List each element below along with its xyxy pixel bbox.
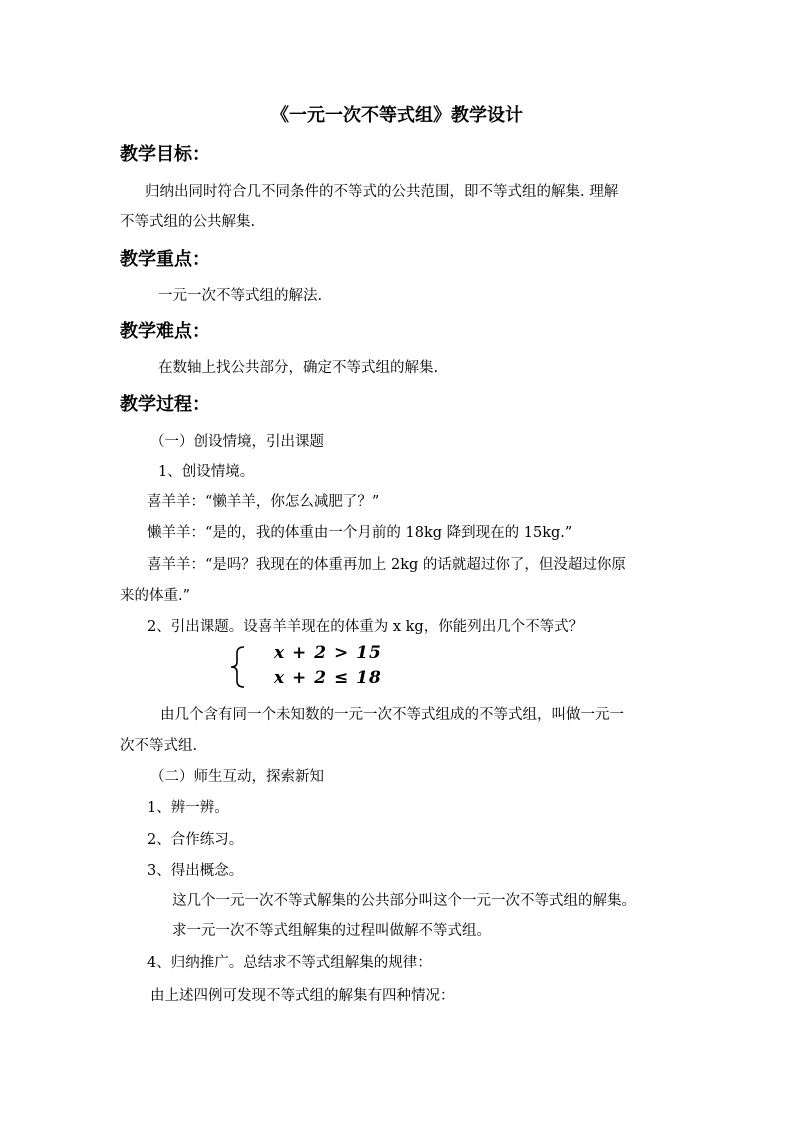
key-points-text: 一元一次不等式组的解法. bbox=[158, 288, 323, 304]
item1: 1、辨一辨。 bbox=[147, 800, 229, 816]
difficulties-heading: 教学难点： bbox=[120, 321, 210, 342]
inequality-line1: x + 2 > 15 bbox=[274, 643, 382, 663]
difficulties-text: 在数轴上找公共部分，确定不等式组的解集. bbox=[158, 360, 439, 376]
definition-line1: 由几个含有同一个未知数的一元一次不等式组成的不等式组，叫做一元一 bbox=[160, 707, 624, 723]
concept-line2: 求一元一次不等式组解集的过程叫做解不等式组。 bbox=[172, 923, 491, 939]
document-title: 《一元一次不等式组》教学设计 bbox=[271, 105, 523, 126]
dialog-line1: 喜羊羊：“懒羊羊，你怎么减肥了？” bbox=[147, 494, 380, 510]
definition-line2: 次不等式组. bbox=[120, 738, 198, 754]
step2: 2、引出课题。设喜羊羊现在的体重为 x kg，你能列出几个不等式？ bbox=[147, 619, 584, 635]
concept-line1: 这几个一元一次不等式解集的公共部分叫这个一元一次不等式组的解集。 bbox=[172, 893, 636, 909]
left-brace-icon bbox=[228, 645, 248, 689]
item3: 3、得出概念。 bbox=[147, 863, 244, 879]
part2-title: （二）师生互动，探索新知 bbox=[150, 769, 324, 785]
item2: 2、合作练习。 bbox=[147, 832, 244, 848]
dialog-line3: 喜羊羊：“是吗？我现在的体重再加上 2kg 的话就超过你了，但没超过你原 bbox=[147, 557, 626, 573]
item4: 4、归纳推广。总结求不等式组解集的规律： bbox=[147, 955, 432, 971]
inequality-line2: x + 2 ≤ 18 bbox=[274, 668, 382, 688]
dialog-line3-cont: 来的体重.” bbox=[120, 588, 191, 604]
key-points-heading: 教学重点： bbox=[120, 249, 210, 270]
objectives-text-line1: 归纳出同时符合几不同条件的不等式的公共范围，即不等式组的解集. 理解 bbox=[145, 184, 619, 200]
process-heading: 教学过程： bbox=[120, 394, 210, 415]
step1: 1、创设情境。 bbox=[158, 464, 255, 480]
part1-title: （一）创设情境，引出课题 bbox=[150, 434, 324, 450]
dialog-line2: 懒羊羊：“是的，我的体重由一个月前的 18kg 降到现在的 15kg.” bbox=[147, 525, 573, 541]
objectives-text-line2: 不等式组的公共解集. bbox=[120, 214, 256, 230]
summary-text: 由上述四例可发现不等式组的解集有四种情况： bbox=[150, 988, 455, 1004]
inequality-system bbox=[228, 643, 418, 691]
objectives-heading: 教学目标： bbox=[120, 144, 210, 165]
